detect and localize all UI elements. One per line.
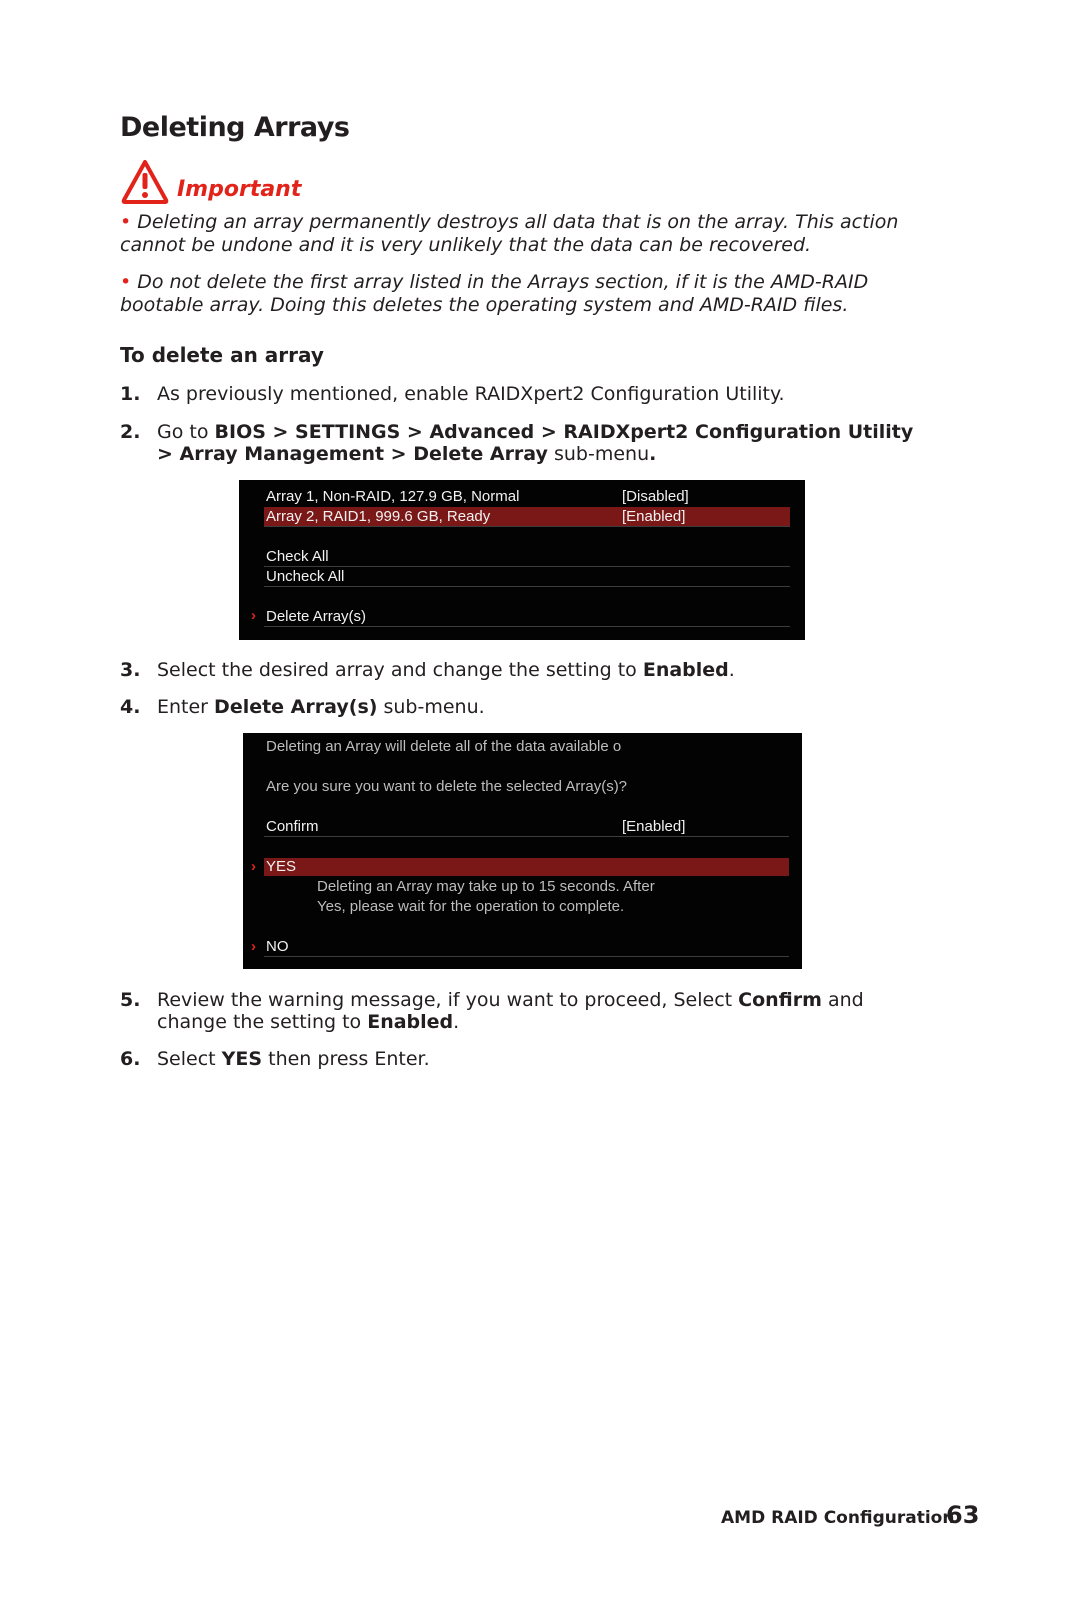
step-6: [120, 1048, 920, 1070]
step-4: [120, 696, 920, 718]
step-text: Review the warning message, if you want to proceed, Select Confirm and change the setting to Enabled.: [157, 989, 864, 1033]
yes-help-text: Deleting an Array may take up to 15 seconds. After: [317, 878, 655, 895]
important-note: [120, 271, 920, 317]
step-number: 3.: [120, 659, 141, 681]
selected-row-highlight: [264, 858, 789, 876]
check-all-item[interactable]: Check All: [266, 548, 329, 565]
page-number: 63: [946, 1501, 980, 1529]
array-2-value[interactable]: [Enabled]: [622, 508, 686, 525]
divider: [264, 626, 790, 627]
no-option[interactable]: NO: [266, 938, 289, 955]
step-text: Select the desired array and change the setting to Enabled.: [157, 659, 735, 681]
bios-delete-confirm-screenshot: [243, 733, 802, 969]
step-text: As previously mentioned, enable RAIDXpert2 Configuration Utility.: [157, 383, 785, 405]
note-text: Deleting an array permanently destroys all data that is on the array. This action cannot be undone and it is very unlikely that the data can be recovered.: [120, 211, 899, 256]
divider: [264, 586, 790, 587]
confirm-value[interactable]: [Enabled]: [622, 818, 686, 835]
warning-text: Deleting an Array will delete all of the data available o: [266, 738, 622, 755]
bios-array-list-screenshot: [239, 480, 805, 640]
divider: [264, 526, 790, 527]
step-text: Enter Delete Array(s) sub-menu.: [157, 696, 485, 718]
step-5: [120, 989, 920, 1033]
page-title: Deleting Arrays: [120, 112, 350, 143]
step-3: [120, 659, 920, 681]
array-1-value[interactable]: [Disabled]: [622, 488, 689, 505]
note-text: Do not delete the first array listed in the Arrays section, if it is the AMD-RAID bootable array. Doing this deletes the operating system and AMD-RAID files.: [120, 271, 869, 316]
step-number: 5.: [120, 989, 141, 1011]
chevron-right-icon: ›: [251, 938, 256, 955]
divider: [264, 836, 789, 837]
divider: [264, 956, 789, 957]
array-1-name[interactable]: Array 1, Non-RAID, 127.9 GB, Normal: [266, 488, 520, 505]
delete-arrays-item[interactable]: Delete Array(s): [266, 608, 367, 625]
chevron-right-icon: ›: [251, 607, 256, 624]
section-heading: To delete an array: [120, 343, 324, 367]
step-number: 2.: [120, 421, 141, 443]
question-text: Are you sure you want to delete the selected Array(s)?: [266, 778, 628, 795]
step-1: [120, 383, 920, 405]
array-2-name[interactable]: Array 2, RAID1, 999.6 GB, Ready: [266, 508, 491, 525]
chevron-right-icon: ›: [251, 858, 256, 875]
step-number: 1.: [120, 383, 141, 405]
footer-section-label: AMD RAID Configuration: [721, 1508, 955, 1528]
yes-help-text: Yes, please wait for the operation to complete.: [317, 898, 625, 915]
important-label: Important: [177, 177, 302, 202]
bullet-icon: •: [120, 211, 132, 233]
bullet-icon: •: [120, 271, 132, 293]
important-note: [120, 211, 920, 257]
uncheck-all-item[interactable]: Uncheck All: [266, 568, 345, 585]
step-number: 4.: [120, 696, 141, 718]
step-text: Select YES then press Enter.: [157, 1048, 430, 1070]
step-text: Go to BIOS > SETTINGS > Advanced > RAIDXpert2 Configuration Utility > Array Management > Delete Array sub-menu.: [157, 421, 914, 465]
confirm-label[interactable]: Confirm: [266, 818, 319, 835]
menu-path: BIOS > SETTINGS > Advanced > RAIDXpert2 Configuration Utility > Array Management > Delete Array: [157, 421, 914, 465]
step-number: 6.: [120, 1048, 141, 1070]
step-2: [120, 421, 920, 465]
warning-triangle-icon: [120, 158, 170, 206]
yes-option[interactable]: YES: [266, 858, 297, 875]
